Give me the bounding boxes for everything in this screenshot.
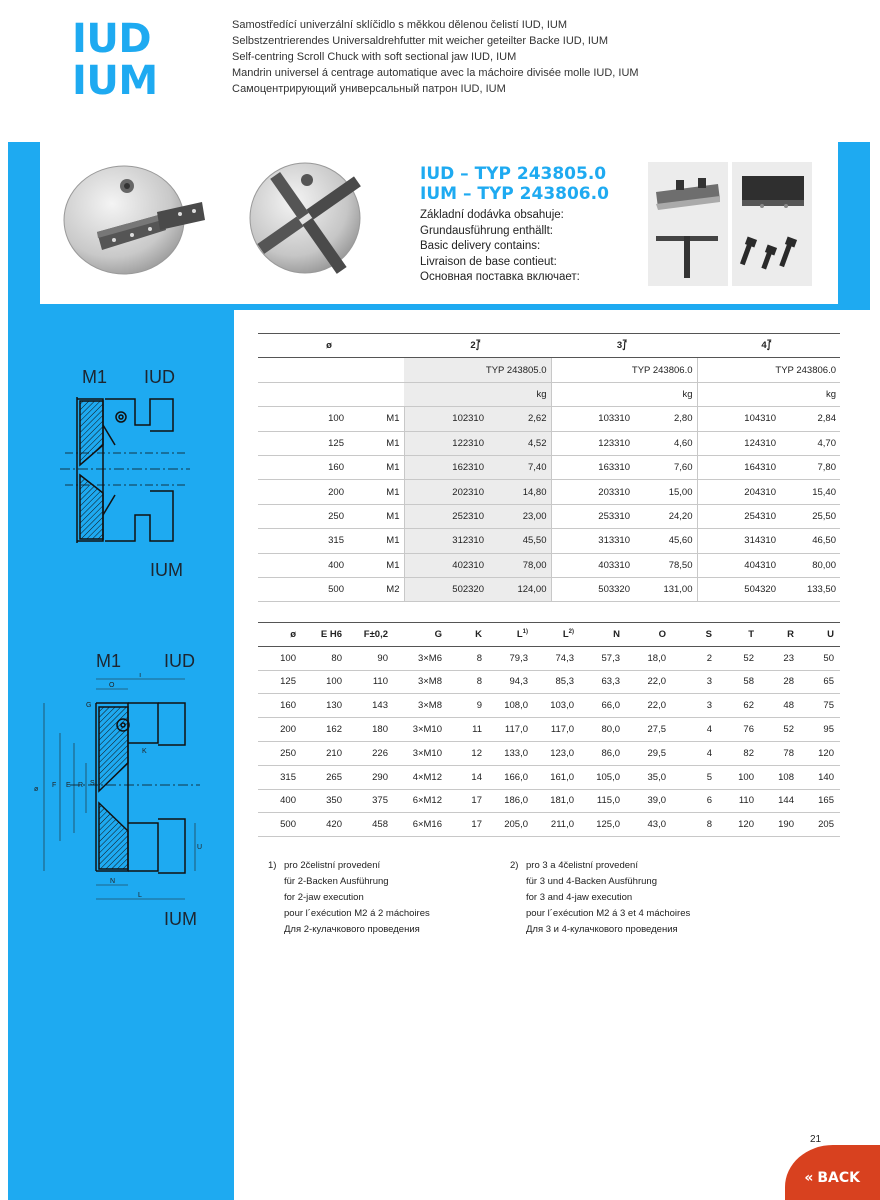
dim-letter-k: K (142, 748, 147, 755)
table-cell: 181,0 (534, 789, 580, 813)
chuck-section-drawing-1 (55, 395, 195, 545)
table-cell: 3×M10 (394, 718, 448, 742)
table-cell: 165 (800, 789, 840, 813)
table-cell: 315 (258, 765, 302, 789)
table-cell: 12 (448, 741, 488, 765)
table-cell: 200 (258, 718, 302, 742)
table-row (258, 741, 840, 765)
header-line-en: Self-centring Scroll Chuck with soft sectional jaw IUD, IUM (232, 51, 517, 63)
table-cell: 95 (800, 718, 840, 742)
table-cell: 166,0 (488, 765, 534, 789)
table-cell: 4,52 (488, 431, 551, 455)
dim-letter-e: E (66, 782, 71, 789)
table-cell: 108 (760, 765, 800, 789)
table-cell: 105,0 (580, 765, 626, 789)
table-cell: 74,3 (534, 646, 580, 670)
table-cell: 63,3 (580, 670, 626, 694)
col-n: N (580, 623, 626, 647)
table-cell: 202310 (404, 480, 488, 504)
table-cell: 15,40 (780, 480, 840, 504)
table-cell: 8 (448, 670, 488, 694)
table-cell: 122310 (404, 431, 488, 455)
code-ium: IUM (72, 58, 158, 104)
table-cell: 404310 (697, 553, 780, 577)
col-l2: $L^{2)}$ (534, 623, 580, 647)
table-cell: 2,80 (634, 407, 697, 431)
dim-letter-n: N (110, 878, 116, 885)
table-cell: M1 (348, 431, 404, 455)
table-cell: 186,0 (488, 789, 534, 813)
table-cell: 11 (448, 718, 488, 742)
table-cell: 27,5 (626, 718, 672, 742)
delivery-line-de: Grundausführung enthällt: (420, 224, 553, 237)
table-row (258, 480, 840, 504)
table-cell: 50 (800, 646, 840, 670)
table-cell: 5 (672, 765, 718, 789)
table-cell: 85,3 (534, 670, 580, 694)
table-cell: 7,60 (634, 455, 697, 479)
typ-iud-title: IUD – TYP 243805.0 (420, 164, 607, 184)
table-cell: 6×M12 (394, 789, 448, 813)
table-cell: 22,0 (626, 694, 672, 718)
table-cell: 4 (672, 718, 718, 742)
col-g: G (394, 623, 448, 647)
table-cell: 4,70 (780, 431, 840, 455)
table-cell: 123,0 (534, 741, 580, 765)
table-cell: 3×M6 (394, 646, 448, 670)
table-cell: 161,0 (534, 765, 580, 789)
table-row (258, 670, 840, 694)
table-cell: 162310 (404, 455, 488, 479)
delivery-line-en: Basic delivery contains: (420, 240, 541, 252)
table-cell: 65 (800, 670, 840, 694)
table-cell: 211,0 (534, 813, 580, 837)
col-l1: $L^{1)}$ (488, 623, 534, 647)
chuck-key-image (648, 224, 728, 286)
table-row (258, 646, 840, 670)
table-cell: 8 (448, 646, 488, 670)
table-cell: 315 (258, 529, 348, 553)
soft-jaw-image (732, 162, 812, 224)
table-cell: 250 (258, 741, 302, 765)
table-row (258, 455, 840, 479)
table-cell: 200 (258, 480, 348, 504)
col-k: K (448, 623, 488, 647)
table-cell: 45,60 (634, 529, 697, 553)
table-cell: M1 (348, 553, 404, 577)
dim-letter-r: R (78, 782, 84, 789)
drawing2-label-m1: M1 (96, 651, 122, 671)
table-cell: 313310 (551, 529, 634, 553)
table-cell: 23,00 (488, 504, 551, 528)
table-cell: 117,0 (488, 718, 534, 742)
col-r: R (760, 623, 800, 647)
table-cell: 80 (302, 646, 348, 670)
table-row (258, 718, 840, 742)
table-cell: 253310 (551, 504, 634, 528)
table-cell: 124,00 (488, 577, 551, 601)
col-e: E H6 (302, 623, 348, 647)
table-cell: 48 (760, 694, 800, 718)
table-cell: 162 (302, 718, 348, 742)
unit-3jaw: kg (551, 382, 697, 406)
chuck-2jaw-image (62, 162, 212, 282)
table-cell: 130 (302, 694, 348, 718)
table-cell: 143 (348, 694, 394, 718)
table-cell: 502320 (404, 577, 488, 601)
table-cell: 6×M16 (394, 813, 448, 837)
table-cell: 312310 (404, 529, 488, 553)
table-cell: 403310 (551, 553, 634, 577)
col-u: U (800, 623, 840, 647)
col-f: F±0,2 (348, 623, 394, 647)
table-cell: 57,3 (580, 646, 626, 670)
table-cell: 15,00 (634, 480, 697, 504)
table-row (258, 407, 840, 431)
header-descriptions (232, 17, 639, 97)
table-cell: 125 (258, 431, 348, 455)
table-cell: M1 (348, 407, 404, 431)
back-label: BACK (817, 1169, 860, 1186)
table-cell: 46,50 (780, 529, 840, 553)
table-cell: 6 (672, 789, 718, 813)
table-cell: 131,00 (634, 577, 697, 601)
table-cell: 125,0 (580, 813, 626, 837)
table-cell: 500 (258, 813, 302, 837)
table-cell: 265 (302, 765, 348, 789)
table-cell: 102310 (404, 407, 488, 431)
table-cell: 133,0 (488, 741, 534, 765)
drawing1-label-ium: IUM (150, 560, 183, 580)
table-cell: 164310 (697, 455, 780, 479)
col-3jaw: 3⨛ (551, 334, 697, 358)
table-cell: 4,60 (634, 431, 697, 455)
table-cell: 205 (800, 813, 840, 837)
table-cell: 117,0 (534, 718, 580, 742)
table-cell: 190 (760, 813, 800, 837)
drawing2-label-ium: IUM (164, 909, 197, 929)
order-table (258, 333, 840, 602)
table-cell: 17 (448, 789, 488, 813)
table-cell: 23 (760, 646, 800, 670)
code-iud: IUD (72, 16, 152, 62)
table-cell: M1 (348, 455, 404, 479)
table-cell: 7,40 (488, 455, 551, 479)
table-cell: 28 (760, 670, 800, 694)
delivery-line-fr: Livraison de base contieut: (420, 255, 557, 268)
table-cell: 254310 (697, 504, 780, 528)
table-cell: 29,5 (626, 741, 672, 765)
drawing1-label-iud: IUD (144, 367, 175, 387)
header-line-cs: Samostředící univerzální sklíčidlo s měkkou dělenou čelistí IUD, IUM (232, 19, 568, 31)
table-row (258, 431, 840, 455)
delivery-line-cs: Základní dodávka obsahuje: (420, 209, 564, 221)
table-cell: 314310 (697, 529, 780, 553)
table-cell: 2,62 (488, 407, 551, 431)
table-cell: 350 (302, 789, 348, 813)
table-cell: 133,50 (780, 577, 840, 601)
drawing2-label-iud: IUD (164, 651, 195, 671)
table-cell: 144 (760, 789, 800, 813)
table-cell: 103310 (551, 407, 634, 431)
table-cell: 400 (258, 789, 302, 813)
table-cell: 205,0 (488, 813, 534, 837)
back-button[interactable] (785, 1145, 880, 1200)
table-cell: M1 (348, 504, 404, 528)
col-s: S (672, 623, 718, 647)
dimension-table (258, 622, 840, 837)
table-cell: 203310 (551, 480, 634, 504)
table-cell: 226 (348, 741, 394, 765)
type-3jaw: TYP 243806.0 (551, 358, 697, 382)
table-cell: 62 (718, 694, 760, 718)
col-diameter: ø (258, 334, 404, 358)
table-cell: 14,80 (488, 480, 551, 504)
table-cell: 80,00 (780, 553, 840, 577)
table-cell: 420 (302, 813, 348, 837)
delivery-contents (420, 208, 580, 286)
header-line-ru: Самоцентрирующий универсальный патрон IUD, IUM (232, 83, 506, 95)
unit-2jaw: kg (404, 382, 551, 406)
table-cell: 120 (718, 813, 760, 837)
table-cell: 100 (258, 646, 302, 670)
table-cell: 115,0 (580, 789, 626, 813)
dim-letter-l: L (138, 892, 142, 899)
table-cell: 123310 (551, 431, 634, 455)
table-row (258, 577, 840, 601)
dim-letter-u: U (197, 844, 203, 851)
dim-letter-dia: ø (34, 786, 39, 793)
table-cell: 204310 (697, 480, 780, 504)
footnote-2: 2) pro 3 a 4čelistní provedení für 3 und 4-Backen Ausführung for 3 and 4-jaw execution pour l´exécution M2 á 3 et 4 máchoires Для 3 и 4-кулачкового проведения (510, 860, 691, 935)
table-cell: 82 (718, 741, 760, 765)
table-cell: 9 (448, 694, 488, 718)
table-row (258, 504, 840, 528)
delivery-line-ru: Основная поставка включает: (420, 271, 580, 283)
table-cell: 503320 (551, 577, 634, 601)
table-cell: 7,80 (780, 455, 840, 479)
dim-letter-s: S (90, 780, 95, 787)
table-cell: 3×M8 (394, 694, 448, 718)
table-cell: 17 (448, 813, 488, 837)
table-cell: 125 (258, 670, 302, 694)
table-cell: 2,84 (780, 407, 840, 431)
table-cell: 79,3 (488, 646, 534, 670)
back-arrow-icon: « (804, 1169, 814, 1186)
chuck-section-drawing-2 (30, 673, 210, 905)
table-cell: 3×M8 (394, 670, 448, 694)
chuck-4jaw-image (245, 160, 375, 290)
dim-letter-g: G (86, 702, 92, 709)
typ-ium-title: IUM – TYP 243806.0 (420, 184, 609, 204)
table-cell: 402310 (404, 553, 488, 577)
dim-letter-o: O (109, 682, 115, 689)
table-cell: 110 (348, 670, 394, 694)
table-cell: 76 (718, 718, 760, 742)
table-cell: 43,0 (626, 813, 672, 837)
table-cell: 22,0 (626, 670, 672, 694)
table-row (258, 694, 840, 718)
table-row (258, 529, 840, 553)
table-cell: 8 (672, 813, 718, 837)
table-cell: 78 (760, 741, 800, 765)
table-cell: M2 (348, 577, 404, 601)
table-cell: 100 (718, 765, 760, 789)
table-cell: 94,3 (488, 670, 534, 694)
table-cell: 18,0 (626, 646, 672, 670)
table-cell: 124310 (697, 431, 780, 455)
table-cell: 504320 (697, 577, 780, 601)
table-cell: 180 (348, 718, 394, 742)
table-cell: 500 (258, 577, 348, 601)
table-row (258, 813, 840, 837)
table-cell: 75 (800, 694, 840, 718)
table-cell: 3 (672, 670, 718, 694)
page-number: 21 (810, 1134, 822, 1145)
table-cell: 252310 (404, 504, 488, 528)
table-cell: 4×M12 (394, 765, 448, 789)
table-cell: 375 (348, 789, 394, 813)
col-4jaw: 4⨛ (697, 334, 840, 358)
table-cell: 4 (672, 741, 718, 765)
table-cell: 90 (348, 646, 394, 670)
type-2jaw: TYP 243805.0 (404, 358, 551, 382)
table-cell: 140 (800, 765, 840, 789)
drawing1-label-m1: M1 (82, 367, 108, 387)
col-t: T (718, 623, 760, 647)
table-cell: 25,50 (780, 504, 840, 528)
table-cell: 35,0 (626, 765, 672, 789)
table-cell: M1 (348, 529, 404, 553)
table-cell: 66,0 (580, 694, 626, 718)
col-o: O (626, 623, 672, 647)
table-cell: 108,0 (488, 694, 534, 718)
table-cell: 400 (258, 553, 348, 577)
table-cell: 103,0 (534, 694, 580, 718)
dim-letter-f: F (52, 782, 57, 789)
table-cell: 80,0 (580, 718, 626, 742)
table-cell: 78,50 (634, 553, 697, 577)
table-row (258, 789, 840, 813)
table-cell: 14 (448, 765, 488, 789)
table-cell: 210 (302, 741, 348, 765)
table-cell: 458 (348, 813, 394, 837)
col-2jaw: 2⨛ (404, 334, 551, 358)
table-cell: 52 (760, 718, 800, 742)
sectional-jaw-image (648, 162, 728, 224)
table-cell: 39,0 (626, 789, 672, 813)
table-row (258, 553, 840, 577)
table-cell: 160 (258, 694, 302, 718)
table-row (258, 765, 840, 789)
table-cell: 250 (258, 504, 348, 528)
type-4jaw: TYP 243806.0 (697, 358, 840, 382)
table-cell: 100 (258, 407, 348, 431)
screws-image (732, 224, 812, 286)
table-cell: 110 (718, 789, 760, 813)
table-cell: 3 (672, 694, 718, 718)
table-cell: 160 (258, 455, 348, 479)
table-cell: M1 (348, 480, 404, 504)
table-cell: 78,00 (488, 553, 551, 577)
table-cell: 120 (800, 741, 840, 765)
table-cell: 58 (718, 670, 760, 694)
table-cell: 104310 (697, 407, 780, 431)
header-line-de: Selbstzentrierendes Universaldrehfutter mit weicher geteilter Backe IUD, IUM (232, 35, 608, 47)
table-cell: 52 (718, 646, 760, 670)
footnote-1: 1) pro 2čelistní provedení für 2-Backen Ausführung for 2-jaw execution pour l´exécution M2 á 2 máchoires Для 2-кулачкового проведения (268, 860, 430, 935)
table-cell: 2 (672, 646, 718, 670)
table-cell: 3×M10 (394, 741, 448, 765)
table-cell: 290 (348, 765, 394, 789)
table-cell: 163310 (551, 455, 634, 479)
table-cell: 100 (302, 670, 348, 694)
table-cell: 24,20 (634, 504, 697, 528)
col-dia: ø (258, 623, 302, 647)
unit-4jaw: kg (697, 382, 840, 406)
dim-letter-t: T (138, 673, 143, 679)
header-line-fr: Mandrin universel á centrage automatique avec la máchoire divisée molle IUD, IUM (232, 67, 639, 79)
table-cell: 86,0 (580, 741, 626, 765)
table-cell: 45,50 (488, 529, 551, 553)
